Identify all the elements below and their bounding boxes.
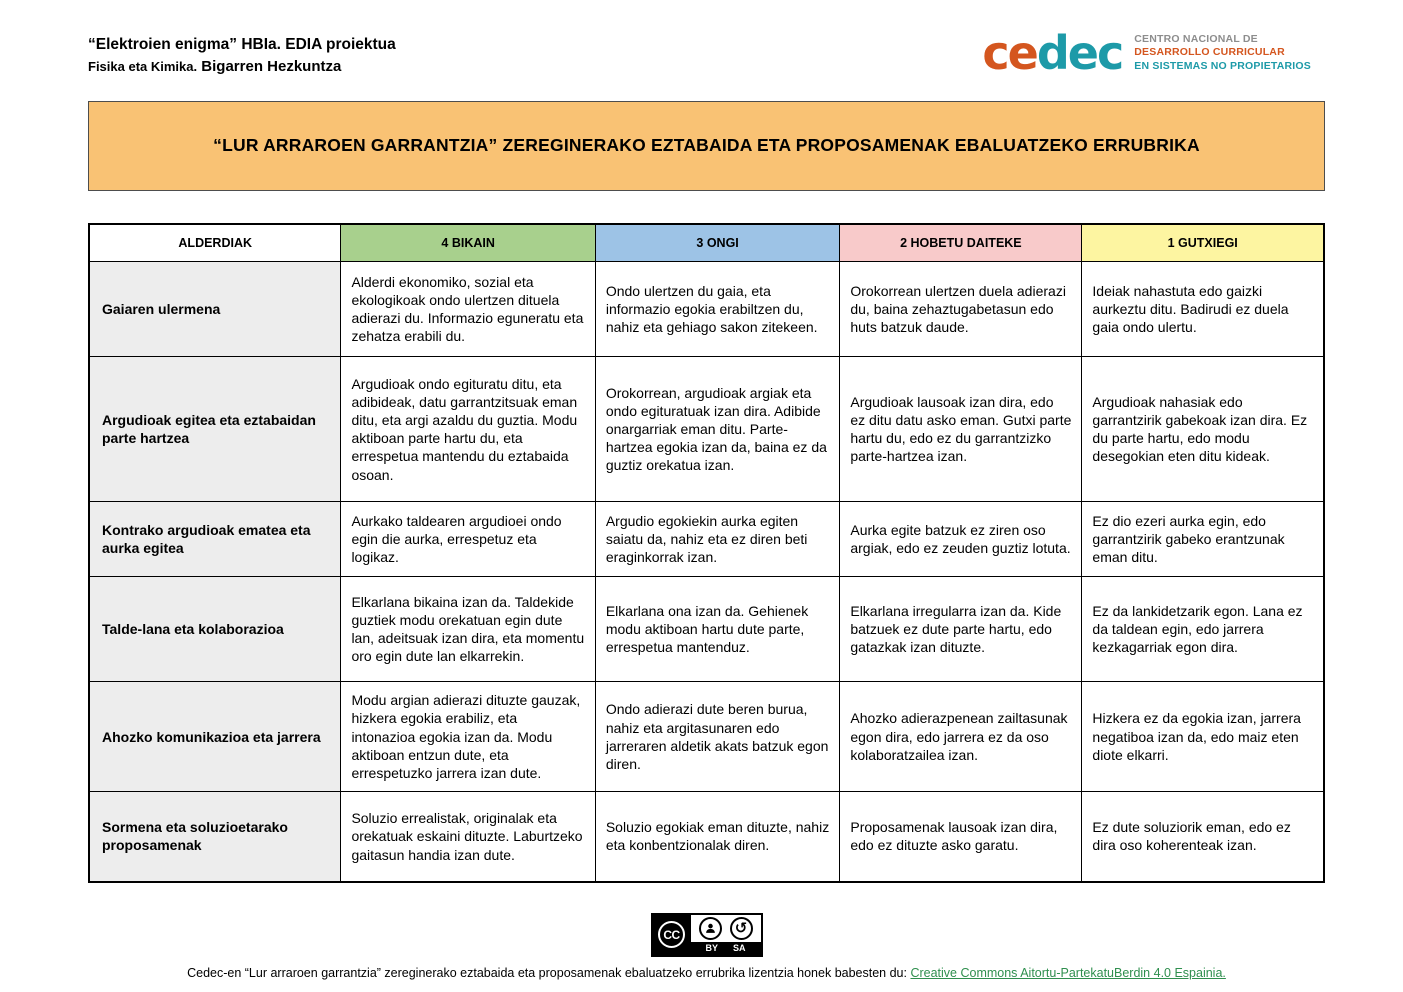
rubric-cell: Ideiak nahastuta edo gaizki aurkeztu ditu. Badirudi ez duela gaia ondo ulertu.	[1082, 262, 1324, 357]
project-title: “Elektroien enigma” HBIa. EDIA proiektua	[88, 36, 396, 53]
rubric-category: Talde-lana eta kolaborazioa	[89, 577, 341, 682]
rubric-cell: Hizkera ez da egokia izan, jarrera negatiboa izan da, edo maiz eten diote elkarri.	[1082, 682, 1324, 792]
project-level: Bigarren Hezkuntza	[197, 57, 342, 75]
rubric-row-talde-lana	[89, 577, 1324, 682]
rubric-row-argudioak-egitea	[89, 357, 1324, 502]
license-link[interactable]: Creative Commons Aitortu-PartekatuBerdin 4.0 Espainia.	[910, 965, 1226, 980]
logo-tagline-line2: DESARROLLO CURRICULAR	[1134, 46, 1285, 59]
cedec-logo	[982, 26, 1325, 80]
rubric-cell: Modu argian adierazi dituzte gauzak, hizkera egokia erabiliz, eta intonazioa egokia izan da. Modu aktiboan entzun dute, eta errespetuzko jarrera izan dute.	[341, 682, 595, 792]
cedec-logo-tagline	[1134, 33, 1311, 74]
column-header-1-gutxiegi: 1 GUTXIEGI	[1082, 224, 1324, 262]
logo-tagline-line1: CENTRO NACIONAL DE	[1134, 32, 1258, 45]
rubric-row-ahozko-komunikazioa	[89, 682, 1324, 792]
rubric-cell: Soluzio egokiak eman dituzte, nahiz eta konbentzionalak diren.	[595, 792, 840, 882]
rubric-category: Gaiaren ulermena	[89, 262, 341, 357]
rubric-category: Sormena eta soluzioetarako proposamenak	[89, 792, 341, 882]
project-subject: Fisika eta Kimika.	[88, 58, 198, 74]
rubric-category: Ahozko komunikazioa eta jarrera	[89, 682, 341, 792]
rubric-cell: Ez dute soluziorik eman, edo ez dira oso koherenteak izan.	[1082, 792, 1324, 882]
page-title: “LUR ARRAROEN GARRANTZIA” ZEREGINERAKO EZTABAIDA ETA PROPOSAMENAK EBALUATZEKO ERRUBRIKA	[213, 135, 1200, 156]
column-header-2-hobetu-daiteke: 2 HOBETU DAITEKE	[840, 224, 1082, 262]
logo-tagline-line3: EN SISTEMAS NO PROPIETARIOS	[1134, 59, 1311, 72]
cc-logo-icon: CC	[653, 915, 691, 955]
rubric-cell: Alderdi ekonomiko, sozial eta ekologikoak ondo ulertzen dituela adierazi du. Informazio eguneratu eta zehatza erabili du.	[341, 262, 595, 357]
cc-by-person-icon	[699, 917, 722, 940]
license-text: Cedec-en “Lur arraroen garrantzia” zereginerako eztabaida eta proposamenak ebaluatzeko errubrika lizentzia honek babesten du:	[187, 965, 911, 980]
license-line	[88, 966, 1325, 980]
logo-dec: dec	[1036, 26, 1123, 80]
cc-sa-label: SA	[732, 942, 746, 953]
rubric-cell: Soluzio errealistak, originalak eta orekatuak eskaini dituzte. Laburtzeko gaitasun handia izan dute.	[341, 792, 595, 882]
rubric-cell: Argudio egokiekin aurka egiten saiatu da, nahiz eta ez diren beti eraginkorrak izan.	[595, 502, 840, 577]
rubric-row-gaiaren-ulermena	[89, 262, 1324, 357]
logo-ce: ce	[982, 26, 1037, 80]
rubric-cell: Argudioak nahasiak edo garrantzirik gabekoak izan dira. Ez du parte hartu, edo modu desegokian eten ditu kideak.	[1082, 357, 1324, 502]
project-info	[88, 30, 396, 77]
rubric-cell: Elkarlana ona izan da. Gehienek modu aktiboan hartu dute parte, errespetua mantenduz.	[595, 577, 840, 682]
rubric-cell: Ondo adierazi dute beren burua, nahiz eta argitasunaren edo jarreraren aldetik akats batzuk egon diren.	[595, 682, 840, 792]
rubric-cell: Ez da lankidetzarik egon. Lana ez da taldean egin, edo jarrera kezkagarriak egon dira.	[1082, 577, 1324, 682]
rubric-row-kontrako-argudioak	[89, 502, 1324, 577]
rubric-cell: Ondo ulertzen du gaia, eta informazio egokia erabiltzen du, nahiz eta gehiago sakon zitekeen.	[595, 262, 840, 357]
rubric-cell: Elkarlana bikaina izan da. Taldekide guztiek modu orekatuan egin dute lan, adeitsuak izan dira, eta momentu oro egin dute lan elkarrekin.	[341, 577, 595, 682]
rubric-cell: Argudioak ondo egituratu ditu, eta adibideak, datu garrantzitsuak eman ditu, eta argi azaldu du guztia. Modu aktiboan parte hartu du, eta errespetua mantendu du eztabaida osoan.	[341, 357, 595, 502]
rubric-cell: Ez dio ezeri aurka egin, edo garrantzirik gabeko erantzunak eman ditu.	[1082, 502, 1324, 577]
rubric-cell: Ahozko adierazpenean zailtasunak egon dira, edo jarrera ez da oso kolaboratzailea izan.	[840, 682, 1082, 792]
rubric-row-sormena	[89, 792, 1324, 882]
top-header	[88, 26, 1325, 80]
rubric-category: Argudioak egitea eta eztabaidan parte hartzea	[89, 357, 341, 502]
rubric-table	[88, 223, 1325, 883]
cc-sa-arrow-icon: ↺	[730, 917, 753, 940]
page-banner	[88, 101, 1325, 191]
rubric-category: Kontrako argudioak ematea eta aurka egitea	[89, 502, 341, 577]
footer	[88, 913, 1325, 980]
rubric-cell: Aurkako taldearen argudioei ondo egin die aurka, errespetuz eta logikaz.	[341, 502, 595, 577]
cc-by-label: BY	[705, 942, 718, 953]
rubric-header-row	[89, 224, 1324, 262]
cc-license-badge[interactable]	[651, 913, 763, 957]
rubric-cell: Argudioak lausoak izan dira, edo ez ditu datu asko eman. Gutxi parte hartu du, edo ez du garrantzizko parte-hartzea izan.	[840, 357, 1082, 502]
cedec-logo-wordmark	[982, 26, 1123, 80]
rubric-cell: Aurka egite batzuk ez ziren oso argiak, edo ez zeuden guztiz lotuta.	[840, 502, 1082, 577]
project-subtitle	[88, 56, 396, 77]
column-header-alderdiak: ALDERDIAK	[89, 224, 341, 262]
rubric-cell: Orokorrean, argudioak argiak eta ondo egituratuak izan dira. Adibide onargarriak eman ditu. Parte-hartzea egokia izan da, baina ez da guztiz orekatua izan.	[595, 357, 840, 502]
rubric-cell: Elkarlana irregularra izan da. Kide batzuek ez dute parte hartu, edo gatazkak izan dituzte.	[840, 577, 1082, 682]
column-header-4-bikain: 4 BIKAIN	[341, 224, 595, 262]
rubric-cell: Orokorrean ulertzen duela adierazi du, baina zehaztugabetasun edo huts batzuk daude.	[840, 262, 1082, 357]
rubric-cell: Proposamenak lausoak izan dira, edo ez dituzte asko garatu.	[840, 792, 1082, 882]
column-header-3-ongi: 3 ONGI	[595, 224, 840, 262]
